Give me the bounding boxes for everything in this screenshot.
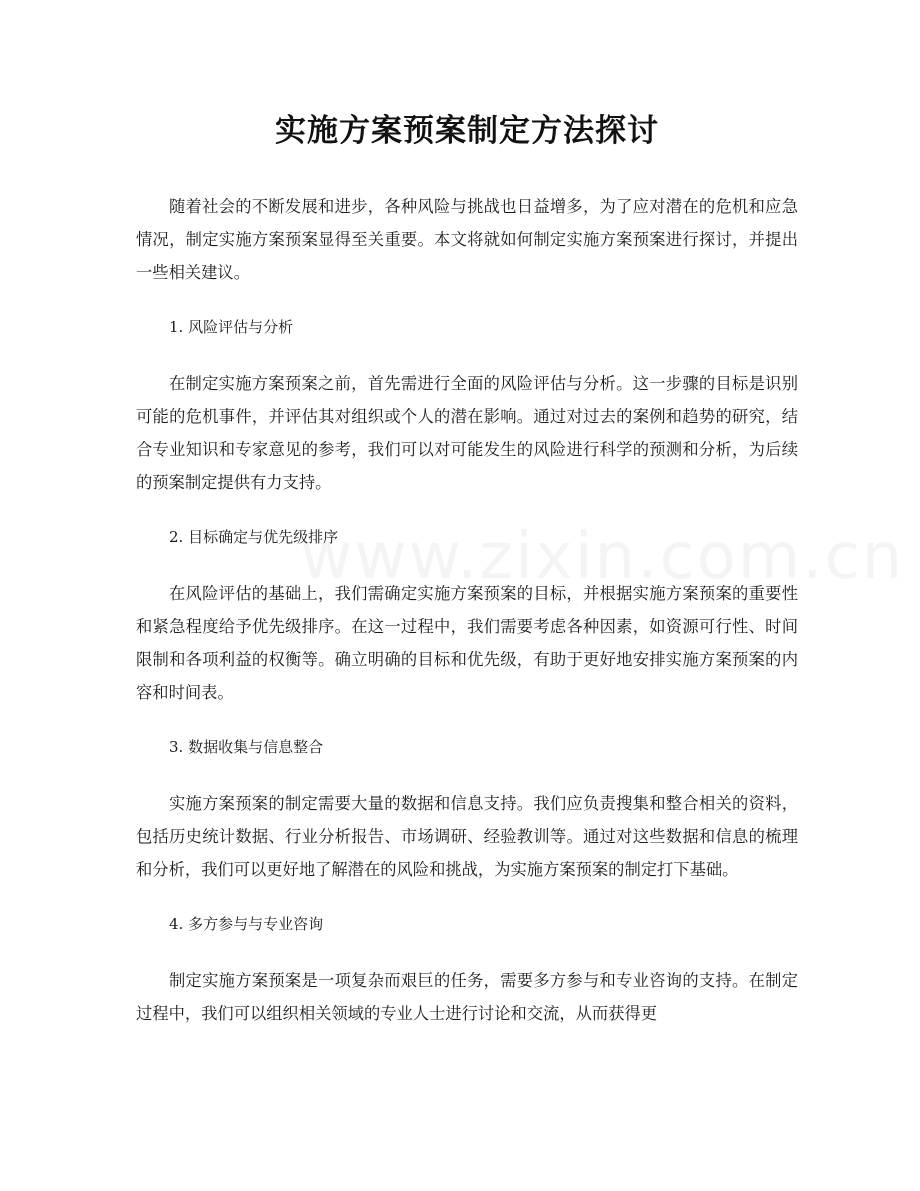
section-paragraph-1: 在制定实施方案预案之前，首先需进行全面的风险评估与分析。这一步骤的目标是识别可能的危机事件，并评估其对组织或个人的潜在影响。通过对过去的案例和趋势的研究，结合专业知识和专家意见的参考，我们可以对可能发生的风险进行科学的预测和分析，为后续的预案制定提供有力支持。: [136, 374, 798, 492]
document-title: 实施方案预案制定方法探讨: [275, 113, 659, 149]
section-paragraph-4: 制定实施方案预案是一项复杂而艰巨的任务，需要多方参与和专业咨询的支持。在制定过程中，我们可以组织相关领域的专业人士进行讨论和交流，从而获得更: [136, 971, 798, 1023]
document-body: [136, 190, 798, 1030]
intro-paragraph: 随着社会的不断发展和进步，各种风险与挑战也日益增多，为了应对潜在的危机和应急情况，制定实施方案预案显得至关重要。本文将就如何制定实施方案预案进行探讨，并提出一些相关建议。: [136, 197, 798, 282]
section-heading-4: 4. 多方参与与专业咨询: [169, 915, 324, 933]
section-heading-1: 1. 风险评估与分析: [169, 318, 294, 336]
section-paragraph-3: 实施方案预案的制定需要大量的数据和信息支持。我们应负责搜集和整合相关的资料，包括历史统计数据、行业分析报告、市场调研、经验教训等。通过对这些数据和信息的梳理和分析，我们可以更好地了解潜在的风险和挑战，为实施方案预案的制定打下基础。: [136, 794, 798, 879]
section-heading-2: 2. 目标确定与优先级排序: [169, 528, 339, 546]
section-heading-3: 3. 数据收集与信息整合: [169, 738, 324, 756]
section-paragraph-2: 在风险评估的基础上，我们需确定实施方案预案的目标，并根据实施方案预案的重要性和紧急程度给予优先级排序。在这一过程中，我们需要考虑各种因素，如资源可行性、时间限制和各项利益的权衡等。确立明确的目标和优先级，有助于更好地安排实施方案预案的内容和时间表。: [136, 584, 798, 702]
